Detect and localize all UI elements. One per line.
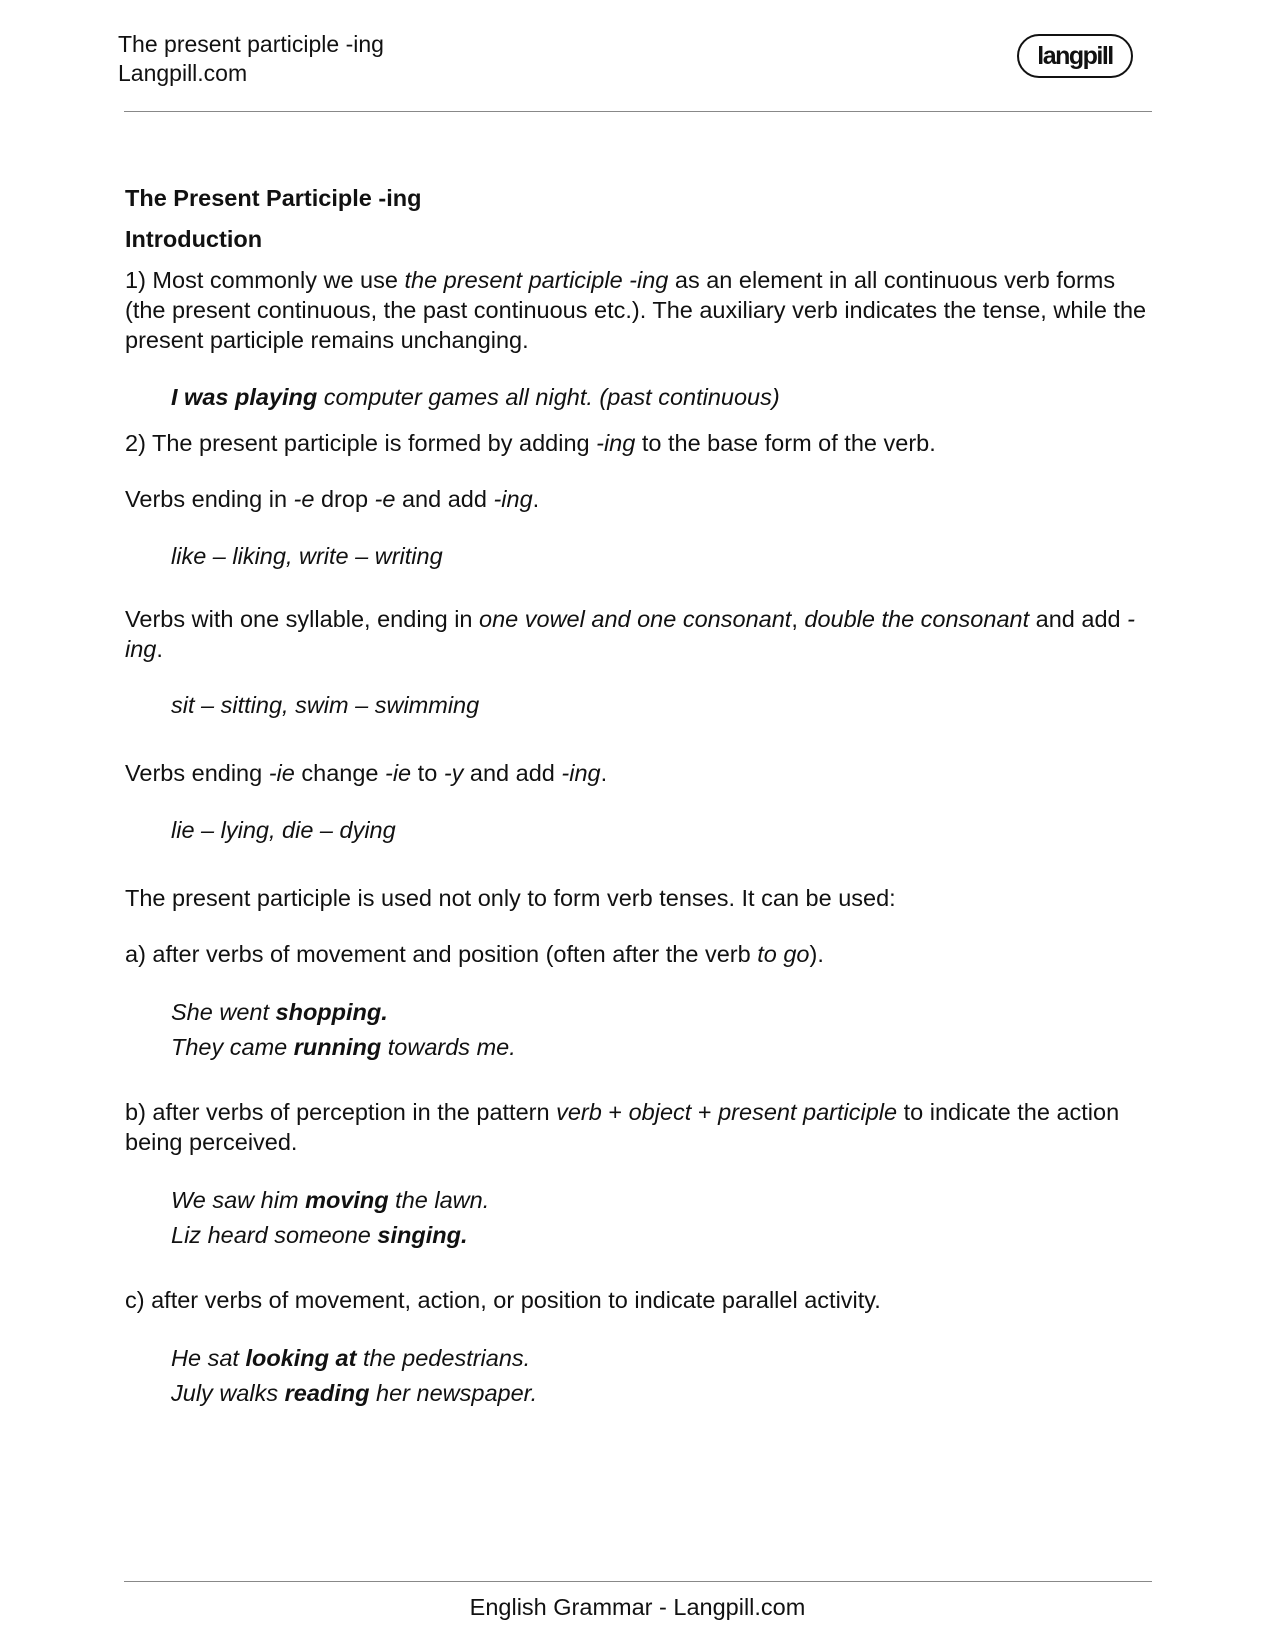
text-italic: -y	[443, 760, 464, 786]
text-run: to	[411, 760, 444, 786]
text-italic: the present participle -ing	[404, 267, 669, 293]
example-c2	[125, 1376, 1155, 1411]
text-run: a) after verbs of movement and position (often after the verb	[125, 941, 758, 967]
text-run: He sat	[171, 1345, 246, 1371]
langpill-logo	[1017, 34, 1133, 78]
example-1	[125, 382, 1155, 412]
text-run: and add	[1029, 606, 1128, 632]
example-c1	[125, 1341, 1155, 1376]
example-b2	[125, 1218, 1155, 1253]
text-run: ,	[791, 606, 805, 632]
page-header-title	[118, 30, 384, 88]
paragraph-1	[125, 265, 1155, 355]
text-italic: double the consonant	[804, 606, 1030, 632]
text-run: to the base form of the verb.	[635, 430, 936, 456]
text-run: 2) The present participle is formed by adding	[125, 430, 597, 456]
text-run: Verbs ending in	[125, 486, 294, 512]
logo-text: langpill	[1037, 41, 1113, 70]
example-b1	[125, 1183, 1155, 1218]
example-4: lie – lying, die – dying	[171, 817, 396, 843]
usage-intro: The present participle is used not only to form verb tenses. It can be used:	[125, 885, 896, 911]
example-a1	[125, 995, 1155, 1030]
text-italic: verb	[556, 1099, 602, 1125]
text-run: change	[294, 760, 386, 786]
text-italic: to go	[757, 941, 810, 967]
text-run: We saw him	[171, 1187, 306, 1213]
text-run: as an element in all continuous verb forms (the present continuous, the past continuous etc.). The auxiliary verb indicates the tense, while the present participle remains unchanging.	[125, 267, 1147, 353]
usage-b	[125, 1097, 1155, 1157]
text-run: +	[601, 1099, 629, 1125]
text-bold: singing.	[377, 1222, 468, 1248]
text-run: drop	[314, 486, 375, 512]
document-body	[125, 183, 1155, 1411]
doc-subheading: Introduction	[125, 226, 263, 252]
text-italic: -ing	[125, 606, 1135, 662]
text-italic: -ing	[493, 486, 533, 512]
text-italic: present participle	[718, 1099, 898, 1125]
text-run: 1) Most commonly we use	[125, 267, 405, 293]
text-run: towards me.	[381, 1034, 516, 1060]
usage-c: c) after verbs of movement, action, or position to indicate parallel activity.	[125, 1287, 881, 1313]
text-run: .	[532, 486, 540, 512]
text-run: computer games all night. (past continuous)	[317, 384, 780, 410]
doc-heading: The Present Participle -ing	[125, 185, 422, 211]
text-bold: I was playing	[171, 384, 318, 410]
text-run: July walks	[171, 1380, 285, 1406]
text-italic: -e	[374, 486, 396, 512]
text-run: They came	[171, 1034, 294, 1060]
text-run: She went	[171, 999, 276, 1025]
example-2: like – liking, write – writing	[171, 543, 443, 569]
text-run: and add	[463, 760, 562, 786]
header-site-line: Langpill.com	[118, 60, 248, 86]
paragraph-2	[125, 428, 1155, 458]
text-italic: -e	[293, 486, 315, 512]
text-run: and add	[395, 486, 494, 512]
footer-divider	[124, 1581, 1152, 1582]
text-run: ).	[809, 941, 824, 967]
text-bold: moving	[305, 1187, 389, 1213]
rule-1	[125, 484, 1155, 514]
text-italic: -ie	[268, 760, 295, 786]
example-3: sit – sitting, swim – swimming	[171, 692, 480, 718]
rule-3	[125, 758, 1155, 788]
text-run: Liz heard someone	[171, 1222, 378, 1248]
text-bold: reading	[284, 1380, 370, 1406]
text-italic: -ing	[561, 760, 601, 786]
text-run: .	[600, 760, 608, 786]
text-run: +	[691, 1099, 719, 1125]
text-bold: shopping.	[275, 999, 388, 1025]
page-footer: English Grammar - Langpill.com	[469, 1594, 806, 1620]
header-divider	[124, 111, 1152, 112]
text-bold: running	[293, 1034, 382, 1060]
usage-a	[125, 939, 1155, 969]
text-italic: one vowel and one consonant	[479, 606, 792, 632]
text-run: b) after verbs of perception in the pattern	[125, 1099, 557, 1125]
text-run: to indicate the action being perceived.	[125, 1099, 1120, 1155]
text-run: Verbs with one syllable, ending in	[125, 606, 480, 632]
text-italic: -ie	[385, 760, 412, 786]
text-italic: object	[628, 1099, 692, 1125]
text-run: her newspaper.	[369, 1380, 538, 1406]
text-italic: -ing	[596, 430, 636, 456]
header-title-line: The present participle -ing	[118, 31, 384, 57]
example-a2	[125, 1030, 1155, 1065]
text-run: the pedestrians.	[356, 1345, 531, 1371]
text-bold: looking at	[245, 1345, 357, 1371]
text-run: .	[156, 636, 163, 662]
text-run: the lawn.	[388, 1187, 490, 1213]
rule-2	[125, 604, 1155, 664]
text-run: Verbs ending	[125, 760, 269, 786]
